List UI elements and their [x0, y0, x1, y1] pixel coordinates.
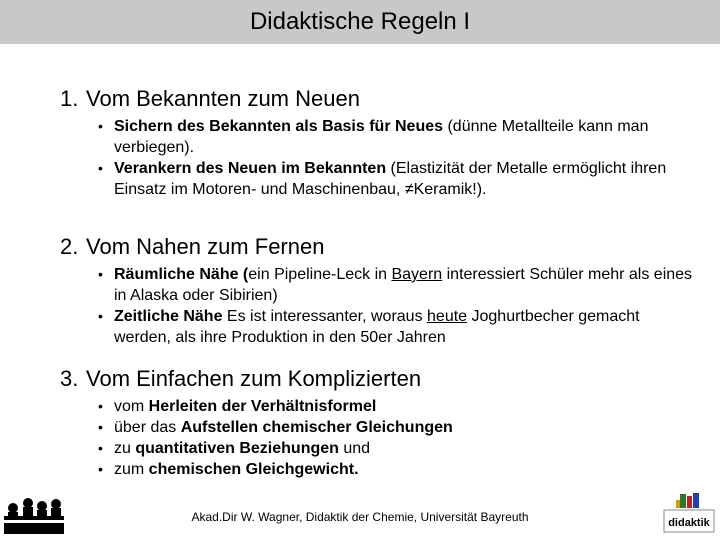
section-number: 3. — [60, 366, 79, 391]
bullet-bold-text: Herleiten der Verhältnisformel — [148, 398, 377, 415]
didaktik-logo-icon — [662, 492, 716, 536]
bullet-text: Es ist interessanter, woraus — [222, 308, 428, 325]
section-1 — [60, 86, 700, 200]
bullet-bold-text: Zeitliche Nähe — [114, 308, 223, 325]
bullet-bold-text: Sichern des Bekannten als Basis für Neues — [114, 118, 444, 135]
bullet-list — [60, 264, 700, 348]
section-title: Vom Nahen zum Fernen — [86, 234, 325, 259]
logo-text: didaktik — [668, 517, 710, 529]
section-heading — [60, 366, 700, 392]
underlined-text: Bayern — [391, 266, 443, 283]
list-item: • über das Aufstellen chemischer Gleichungen — [98, 417, 700, 438]
page-title: Didaktische Regeln I — [249, 8, 471, 35]
bullet-bold-text: Räumliche Nähe ( — [114, 266, 249, 283]
title-bar — [0, 0, 720, 44]
bullet-text: ein Pipeline-Leck in — [248, 266, 392, 283]
bullet-text: (dünne Metallteile kann man verbiegen). — [114, 118, 649, 156]
list-item — [98, 116, 700, 158]
section-number: 2. — [60, 234, 79, 259]
bullet-bold-text: Aufstellen chemischer Gleichungen — [180, 419, 453, 436]
list-item: • vom Herleiten der Verhältnisformel — [98, 396, 700, 417]
bullet-bold-text: chemischen Gleichgewicht. — [148, 461, 359, 478]
bullet-text: (Elastizität der Metalle ermöglicht ihren Einsatz im Motoren- und Maschinenbau, ≠Keramik!). — [114, 160, 667, 198]
section-heading — [60, 234, 700, 260]
bullet-bold-text: quantitativen Beziehungen — [135, 440, 339, 457]
bullet-list — [60, 116, 700, 200]
section-2 — [60, 234, 700, 348]
section-heading — [60, 86, 700, 112]
list-item: • zum chemischen Gleichgewicht. — [98, 459, 700, 480]
list-item: • zu quantitativen Beziehungen und — [98, 438, 700, 459]
section-title: Vom Bekannten zum Neuen — [86, 86, 360, 111]
list-item — [98, 264, 700, 306]
section-number: 1. — [60, 86, 79, 111]
bullet-bold-text: Verankern des Neuen im Bekannten — [114, 160, 387, 177]
section-3 — [60, 366, 700, 480]
list-item — [98, 158, 700, 200]
footer: Akad.Dir W. Wagner, Didaktik der Chemie, Universität Bayreuth — [191, 510, 529, 524]
bullet-text: interessiert Schüler mehr als eines in Alaska oder Sibirien) — [114, 266, 693, 304]
section-title: Vom Einfachen zum Komplizierten — [86, 366, 422, 391]
bullet-text: Joghurtbecher gemacht werden, als ihre Produktion in den 50er Jahren — [114, 308, 640, 346]
underlined-text: heute — [427, 308, 468, 325]
bullet-list — [60, 396, 700, 480]
list-item — [98, 306, 700, 348]
